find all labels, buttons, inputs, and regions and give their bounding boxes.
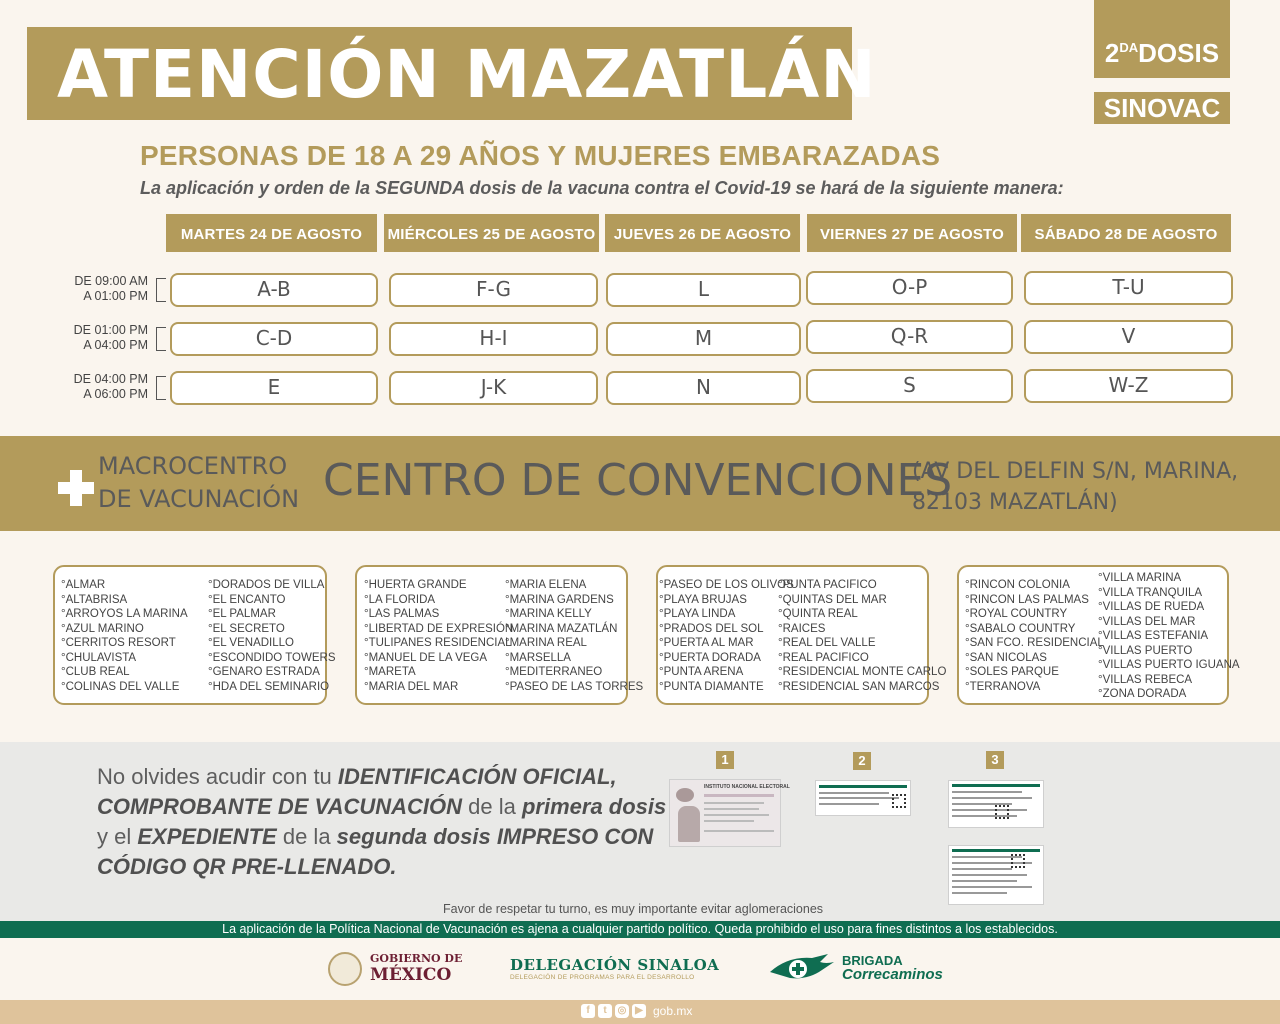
colonia-item: °COLINAS DEL VALLE bbox=[61, 680, 180, 693]
time-slot-1 bbox=[40, 274, 148, 304]
expediente-page-2-image bbox=[948, 845, 1044, 905]
colonias-list bbox=[1098, 571, 1240, 702]
colonia-item: °SAN NICOLAS bbox=[965, 651, 1047, 664]
colonia-item: °MARIA DEL MAR bbox=[364, 680, 459, 693]
colonia-item: °SOLES PARQUE bbox=[965, 666, 1059, 678]
colonia-item: °ALTABRISA bbox=[61, 593, 128, 606]
colonia-item: °RINCON LAS PALMAS bbox=[965, 593, 1089, 606]
reminder-part: de la bbox=[462, 794, 522, 819]
id-card-text: INSTITUTO NACIONAL ELECTORAL bbox=[704, 784, 790, 790]
colonia-item: °EL ENCANTO bbox=[208, 593, 286, 606]
colonias-list bbox=[505, 578, 643, 694]
qr-icon bbox=[892, 794, 906, 808]
colonia-item: °VILLAS DE RUEDA bbox=[1098, 601, 1205, 613]
colonia-item: °PLAYA BRUJAS bbox=[659, 593, 747, 606]
colonia-item: °MARINA GARDENS bbox=[505, 593, 614, 606]
facebook-icon[interactable]: f bbox=[581, 1004, 595, 1018]
bracket-2 bbox=[156, 327, 166, 351]
colonia-item: °PUERTA DORADA bbox=[659, 651, 761, 664]
youtube-icon[interactable]: ▶ bbox=[632, 1004, 646, 1018]
roadrunner-icon bbox=[768, 950, 836, 986]
colonia-item: °MEDITERRANEO bbox=[505, 666, 603, 678]
letter-slot: T-U bbox=[1024, 271, 1233, 305]
colonia-item: °PUNTA ARENA bbox=[659, 666, 744, 678]
colonia-item: °VILLAS PUERTO IGUANA bbox=[1098, 659, 1240, 671]
day-header-4: VIERNES 27 DE AGOSTO bbox=[807, 214, 1017, 252]
colonia-item: °MARINA MAZATLÁN bbox=[505, 622, 618, 635]
dose-number: 2 bbox=[1104, 38, 1120, 68]
plus-icon bbox=[58, 470, 94, 506]
colonia-item: °TERRANOVA bbox=[965, 680, 1041, 693]
id-card-image bbox=[669, 779, 790, 847]
letter-slot: J-K bbox=[389, 371, 598, 405]
colonia-item: °GENARO ESTRADA bbox=[208, 666, 320, 678]
del-line1: DELEGACIÓN SINALOA bbox=[510, 956, 720, 974]
del-line2: DELEGACIÓN DE PROGRAMAS PARA EL DESARROLLO bbox=[510, 974, 695, 981]
step-number-2: 2 bbox=[853, 752, 871, 770]
colonia-item: °SABALO COUNTRY bbox=[965, 622, 1076, 635]
colonia-item: °ZONA DORADA bbox=[1098, 688, 1187, 700]
page-title: ATENCIÓN MAZATLÁN bbox=[27, 27, 852, 120]
colonia-item: °HUERTA GRANDE bbox=[364, 579, 467, 591]
colonias-list bbox=[965, 578, 1104, 694]
colonia-item: °PASEO DE LAS TORRES bbox=[505, 680, 644, 693]
colonia-item: °CHULAVISTA bbox=[61, 651, 137, 664]
colonia-item: °MARETA bbox=[364, 666, 416, 678]
colonias-list bbox=[659, 578, 794, 694]
time-from: DE 04:00 PM bbox=[73, 372, 148, 386]
gob-line2: MÉXICO bbox=[370, 965, 452, 985]
reminder-part: y el bbox=[97, 824, 138, 849]
dose-word: DOSIS bbox=[1138, 38, 1220, 68]
gob-mx-link[interactable]: gob.mx bbox=[653, 1004, 693, 1018]
brigada-correcaminos-logo bbox=[768, 948, 968, 988]
vaccination-proof-image bbox=[815, 780, 911, 816]
letter-slot: Q-R bbox=[806, 320, 1013, 354]
colonia-item: °VILLAS REBECA bbox=[1098, 673, 1193, 686]
macrocentro-line2: DE VACUNACIÓN bbox=[98, 485, 300, 513]
colonia-item: °SAN FCO. RESIDENCIAL bbox=[965, 637, 1104, 649]
colonia-item: °RESIDENCIAL MONTE CARLO bbox=[778, 666, 947, 678]
colonia-item: °MANUEL DE LA VEGA bbox=[364, 651, 488, 664]
colonia-item: °PUNTA PACIFICO bbox=[778, 579, 877, 591]
letter-slot: V bbox=[1024, 320, 1233, 354]
colonia-item: °PASEO DE LOS OLIVOS bbox=[659, 579, 794, 591]
reminder-part: de la bbox=[276, 824, 337, 849]
letter-slot: N bbox=[606, 371, 801, 405]
day-header-2: MIÉRCOLES 25 DE AGOSTO bbox=[384, 214, 599, 252]
macrocentro-label bbox=[98, 450, 299, 516]
colonia-item: °LAS PALMAS bbox=[364, 608, 440, 620]
colonia-item: °VILLAS PUERTO bbox=[1098, 644, 1193, 657]
colonia-item: °PUERTA AL MAR bbox=[659, 637, 754, 649]
expediente-page-1-image bbox=[948, 780, 1044, 828]
twitter-icon[interactable]: t bbox=[598, 1004, 612, 1018]
letter-slot: H-I bbox=[389, 322, 598, 356]
colonia-item: °MARIA ELENA bbox=[505, 579, 587, 591]
colonia-item: °AZUL MARINO bbox=[61, 622, 144, 635]
time-to: A 04:00 PM bbox=[83, 338, 148, 352]
colonias-list bbox=[61, 578, 188, 694]
letter-slot: L bbox=[606, 273, 801, 307]
colonia-item: °VILLA TRANQUILA bbox=[1098, 586, 1203, 599]
colonia-item: °PRADOS DEL SOL bbox=[659, 622, 764, 635]
colonia-item: °QUINTA REAL bbox=[778, 608, 858, 620]
colonia-item: °CLUB REAL bbox=[61, 666, 130, 678]
time-to: A 06:00 PM bbox=[83, 387, 148, 401]
gob-line1: GOBIERNO DE bbox=[370, 952, 463, 965]
venue-address bbox=[912, 456, 1238, 518]
time-to: A 01:00 PM bbox=[83, 289, 148, 303]
address-line1: (AV DEL DELFIN S/N, MARINA, bbox=[912, 459, 1239, 484]
colonias-list bbox=[208, 578, 336, 694]
mexico-seal-icon bbox=[328, 952, 362, 986]
reminder-bold: IDENTIFICACIÓN OFICIAL, COMPROBANTE DE VACUNACIÓN bbox=[97, 764, 617, 819]
letter-slot: O-P bbox=[806, 271, 1013, 305]
reminder-bold: EXPEDIENTE bbox=[137, 824, 277, 849]
colonia-item: °RESIDENCIAL SAN MARCOS bbox=[778, 680, 940, 693]
instagram-icon[interactable]: ◎ bbox=[615, 1004, 629, 1018]
colonia-item: °VILLAS ESTEFANIA bbox=[1098, 630, 1209, 642]
address-line2: 82103 MAZATLÁN) bbox=[912, 490, 1118, 515]
letter-slot: F-G bbox=[389, 273, 598, 307]
colonia-item: °EL SECRETO bbox=[208, 622, 285, 635]
day-header-3: JUEVES 26 DE AGOSTO bbox=[605, 214, 800, 252]
colonia-item: °LA FLORIDA bbox=[364, 593, 436, 606]
disclaimer: La aplicación de la Política Nacional de Vacunación es ajena a cualquier partido político. Queda prohibido el uso para fines distintos a los establecidos. bbox=[0, 921, 1280, 938]
seal-icon bbox=[676, 788, 694, 802]
bri-line1: BRIGADA bbox=[842, 953, 903, 968]
audience-subtitle: PERSONAS DE 18 A 29 AÑOS Y MUJERES EMBARAZADAS bbox=[140, 140, 941, 171]
delegacion-sinaloa-logo bbox=[510, 956, 719, 981]
colonia-item: °VILLA MARINA bbox=[1098, 572, 1182, 584]
colonia-item: °PLAYA LINDA bbox=[659, 608, 736, 620]
letter-slot: A-B bbox=[170, 273, 378, 307]
colonia-item: °ESCONDIDO TOWERS bbox=[208, 651, 336, 664]
letter-slot: M bbox=[606, 322, 801, 356]
colonia-item: °VILLAS DEL MAR bbox=[1098, 615, 1196, 628]
colonia-item: °ROYAL COUNTRY bbox=[965, 608, 1068, 620]
colonia-item: °MARSELLA bbox=[505, 651, 571, 664]
qr-icon bbox=[1011, 854, 1025, 868]
reminder-bold: segunda dosis IMPRESO CON CÓDIGO QR PRE-LLENADO. bbox=[97, 824, 654, 879]
step-number-1: 1 bbox=[716, 751, 734, 769]
colonia-item: °ARROYOS LA MARINA bbox=[61, 608, 188, 620]
colonia-item: °RAICES bbox=[778, 622, 826, 635]
time-slot-2 bbox=[40, 323, 148, 353]
macrocentro-line1: MACROCENTRO bbox=[98, 452, 288, 480]
letter-slot: E bbox=[170, 371, 378, 405]
reminder-text bbox=[97, 762, 667, 882]
step-number-3: 3 bbox=[986, 751, 1004, 769]
colonia-item: °PUNTA DIAMANTE bbox=[659, 680, 764, 693]
dose-suffix: DA bbox=[1119, 40, 1139, 55]
colonia-item: °REAL PACIFICO bbox=[778, 651, 869, 664]
colonia-item: °EL PALMAR bbox=[208, 608, 276, 620]
letter-slot: W-Z bbox=[1024, 369, 1233, 403]
day-header-1: MARTES 24 DE AGOSTO bbox=[166, 214, 377, 252]
colonia-item: °MARINA KELLY bbox=[505, 608, 592, 620]
time-from: DE 01:00 PM bbox=[73, 323, 148, 337]
time-from: DE 09:00 AM bbox=[74, 274, 148, 288]
letter-slot: C-D bbox=[170, 322, 378, 356]
bracket-3 bbox=[156, 376, 166, 400]
colonia-item: °ALMAR bbox=[61, 579, 106, 591]
reminder-bold: primera dosis bbox=[521, 794, 667, 819]
colonia-item: °HDA DEL SEMINARIO bbox=[208, 680, 330, 693]
qr-icon bbox=[995, 805, 1009, 819]
bri-line2: Correcaminos bbox=[842, 966, 943, 983]
time-slot-3 bbox=[40, 372, 148, 402]
respect-turn-note: Favor de respetar tu turno, es muy importante evitar aglomeraciones bbox=[443, 902, 824, 916]
venue-name: CENTRO DE CONVENCIONES bbox=[323, 455, 953, 506]
dose-badge bbox=[1094, 0, 1230, 78]
day-header-5: SÁBADO 28 DE AGOSTO bbox=[1021, 214, 1231, 252]
intro-text: La aplicación y orden de la SEGUNDA dosis de la vacuna contra el Covid-19 se hará de la siguiente manera: bbox=[140, 178, 1064, 198]
reminder-part: No olvides acudir con tu bbox=[97, 764, 338, 789]
letter-slot: S bbox=[806, 369, 1013, 403]
colonia-item: °CERRITOS RESORT bbox=[61, 637, 176, 649]
colonia-item: °MARINA REAL bbox=[505, 637, 587, 649]
colonia-item: °DORADOS DE VILLA bbox=[208, 579, 325, 591]
colonias-list bbox=[364, 578, 513, 694]
colonia-item: °LIBERTAD DE EXPRESIÓN bbox=[364, 622, 514, 635]
colonia-item: °RINCON COLONIA bbox=[965, 579, 1070, 591]
photo-icon bbox=[678, 806, 700, 842]
colonias-list bbox=[778, 578, 946, 694]
colonia-item: °QUINTAS DEL MAR bbox=[778, 593, 887, 606]
colonia-item: °REAL DEL VALLE bbox=[778, 637, 876, 649]
colonia-item: °EL VENADILLO bbox=[208, 637, 294, 649]
vaccine-badge: SINOVAC bbox=[1094, 92, 1230, 124]
gobierno-mexico-logo bbox=[328, 950, 468, 990]
colonia-item: °TULIPANES RESIDENCIAL bbox=[364, 637, 512, 649]
bracket-1 bbox=[156, 278, 166, 302]
